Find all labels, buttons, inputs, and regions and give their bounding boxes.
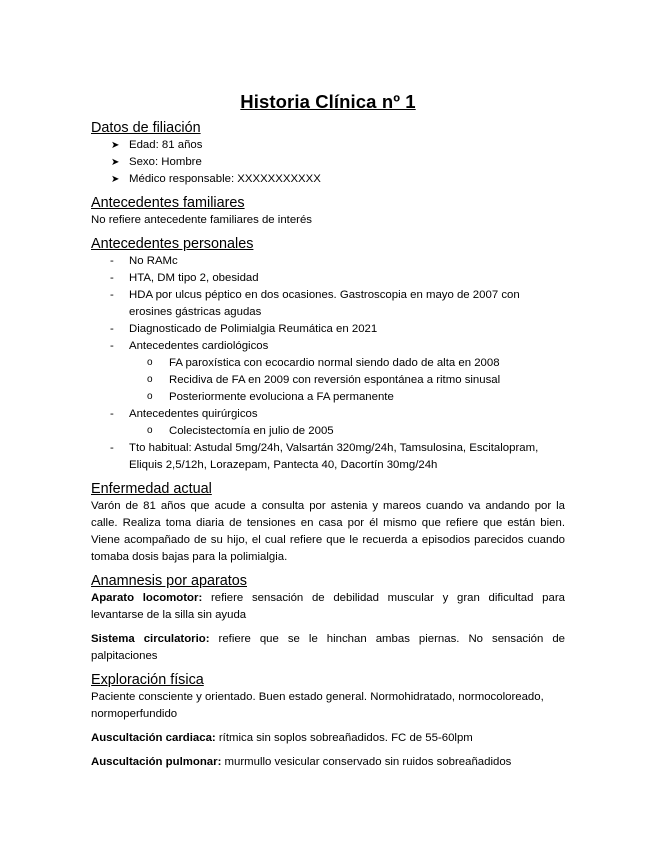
exploracion-text: Paciente consciente y orientado. Buen estado general. Normohidratado, normocoloreado, normoperfundido (91, 691, 544, 720)
section-heading-anamnesis: Anamnesis por aparatos (91, 573, 247, 589)
anamnesis-locomotor (91, 590, 565, 624)
field-text: rítmica sin soplos sobreañadidos. FC de 55-60lpm (215, 732, 473, 744)
list-item: - HTA, DM tipo 2, obesidad (91, 270, 565, 287)
sublist-item: o Colecistectomía en julio de 2005 (91, 423, 565, 440)
filiacion-list (91, 137, 565, 188)
cardio-sublist (91, 355, 565, 406)
field-text: refiere que se le hinchan ambas piernas. No sensación de palpitaciones (91, 633, 565, 662)
list-item: ➤ Sexo: Hombre (91, 154, 565, 171)
list-item: ➤ Médico responsable: XXXXXXXXXXX (91, 171, 565, 188)
sublist-item: o FA paroxística con ecocardio normal siendo dado de alta en 2008 (91, 355, 565, 372)
list-item: - No RAMc (91, 253, 565, 270)
exploracion-pulmonar (91, 754, 565, 771)
list-item: ➤ Edad: 81 años (91, 137, 565, 154)
list-item-label: Antecedentes quirúrgicos (129, 408, 258, 420)
quirurgicos-sublist (91, 423, 565, 440)
sublist-item: o Posteriormente evoluciona a FA permanente (91, 389, 565, 406)
list-item-label: Antecedentes cardiológicos (129, 340, 269, 352)
list-item-cardiologicos (91, 338, 565, 406)
list-item: - HDA por ulcus péptico en dos ocasiones. Gastroscopia en mayo de 2007 con erosines gástricas agudas (91, 287, 565, 321)
field-label: Auscultación pulmonar: (91, 756, 222, 768)
list-item: - Diagnosticado de Polimialgia Reumática en 2021 (91, 321, 565, 338)
field-label: Aparato locomotor: (91, 592, 203, 604)
enfermedad-text: Varón de 81 años que acude a consulta por astenia y mareos cuando va andando por la calle. Realiza toma diaria de tensiones en casa por él mismo que refiere que están bien. Viene acompañado de su hijo, el cual refiere que le recuerda a episodios parecidos cuando tomaba dosis bajas para la polimialgia. (91, 500, 565, 563)
field-text: murmullo vesicular conservado sin ruidos sobreañadidos (221, 756, 512, 768)
list-item-quirurgicos (91, 406, 565, 440)
familiares-text: No refiere antecedente familiares de interés (91, 214, 312, 226)
list-item: - Tto habitual: Astudal 5mg/24h, Valsartán 320mg/24h, Tamsulosina, Escitalopram, Eliquis 2,5/12h, Lorazepam, Pantecta 40, Dacortín 30mg/24h (91, 440, 565, 474)
field-text: refiere sensación de debilidad muscular y gran dificultad para levantarse de la silla sin ayuda (91, 592, 565, 621)
section-heading-personales: Antecedentes personales (91, 236, 254, 252)
section-heading-enfermedad: Enfermedad actual (91, 481, 212, 497)
field-label: Auscultación cardiaca: (91, 732, 216, 744)
anamnesis-circulatorio (91, 631, 565, 665)
personales-list (91, 253, 565, 474)
section-heading-familiares: Antecedentes familiares (91, 195, 245, 211)
document-title: Historia Clínica nº 1 (240, 91, 416, 112)
section-heading-exploracion: Exploración física (91, 672, 204, 688)
section-heading-filiacion: Datos de filiación (91, 120, 201, 136)
exploracion-cardiaca (91, 730, 565, 747)
field-label: Sistema circulatorio: (91, 633, 210, 645)
sublist-item: o Recidiva de FA en 2009 con reversión espontánea a ritmo sinusal (91, 372, 565, 389)
